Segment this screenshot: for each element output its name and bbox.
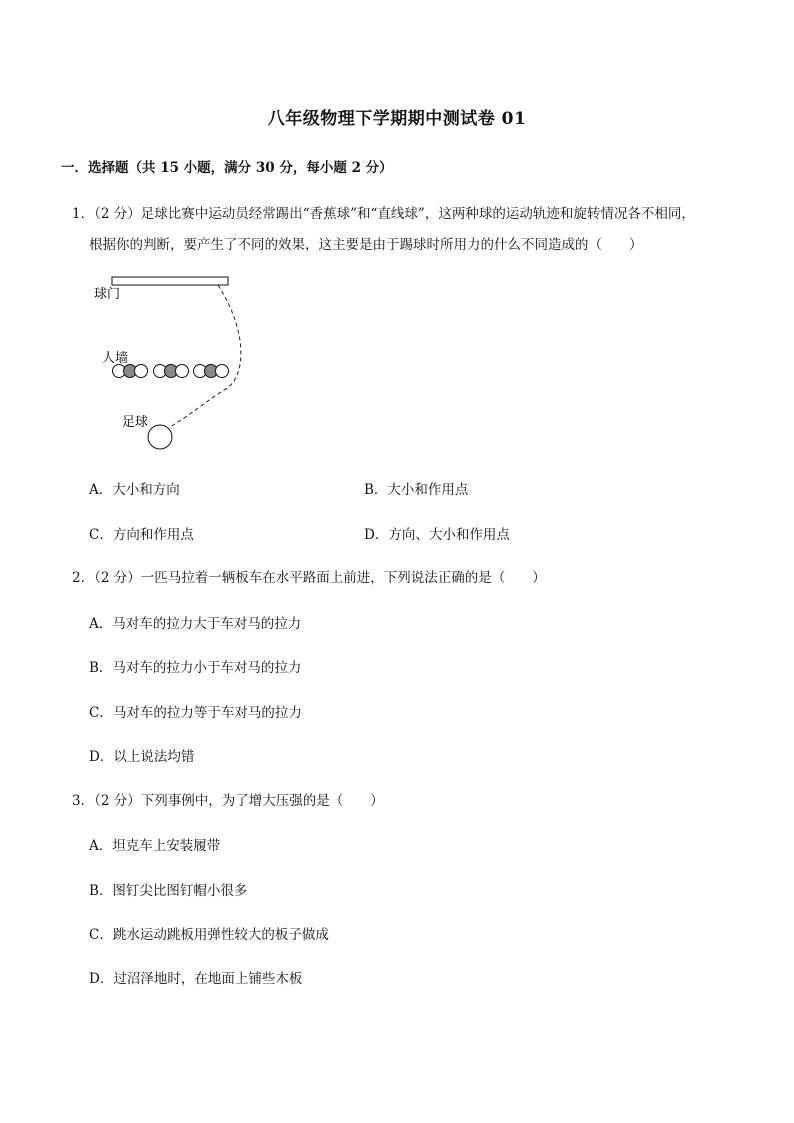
question-2-line-1: 2．（2 分）一匹马拉着一辆板车在水平路面上前进，下列说法正确的是（ ） [72,570,546,586]
label-goal: 球门 [94,287,121,302]
q3-option-c: C．跳水运动跳板用弹性较大的板子做成 [89,927,329,943]
q2-option-a: A．马对车的拉力大于车对马的拉力 [89,616,302,632]
question-1-line-1: 1．（2 分）足球比赛中运动员经常踢出“香蕉球”和“直线球”，这两种球的运动轨迹和旋转情况各不相同， [72,206,695,222]
question-3-line-1: 3．（2 分）下列事例中，为了增大压强的是（ ） [72,793,384,809]
label-ball: 足球 [122,415,149,430]
goal-bar [112,277,228,285]
question-1-figure [90,270,250,460]
q1-option-a: A．大小和方向 [89,482,180,498]
q1-option-c: C．方向和作用点 [89,527,194,543]
q3-option-a: A．坦克车上安装履带 [89,838,221,854]
ball-trajectory [170,285,241,427]
human-wall [113,365,229,378]
label-wall: 人墙 [102,351,129,366]
football-circle [148,425,172,449]
q2-option-d: D．以上说法均错 [89,749,195,765]
q3-option-b: B．图钉尖比图钉帽小很多 [89,883,248,899]
question-1-line-2: 根据你的判断，要产生了不同的效果，这主要是由于踢球时所用力的什么不同造成的（ ） [89,237,643,253]
q1-option-b: B．大小和作用点 [364,482,469,498]
q1-option-d: D．方向、大小和作用点 [364,527,510,543]
q2-option-c: C．马对车的拉力等于车对马的拉力 [89,705,302,721]
q3-option-d: D．过沼泽地时，在地面上铺些木板 [89,971,303,987]
q2-option-b: B．马对车的拉力小于车对马的拉力 [89,660,302,676]
page-title: 八年级物理下学期期中测试卷 01 [267,109,527,129]
section-heading: 一．选择题（共 15 小题，满分 30 分，每小题 2 分） [61,160,393,176]
